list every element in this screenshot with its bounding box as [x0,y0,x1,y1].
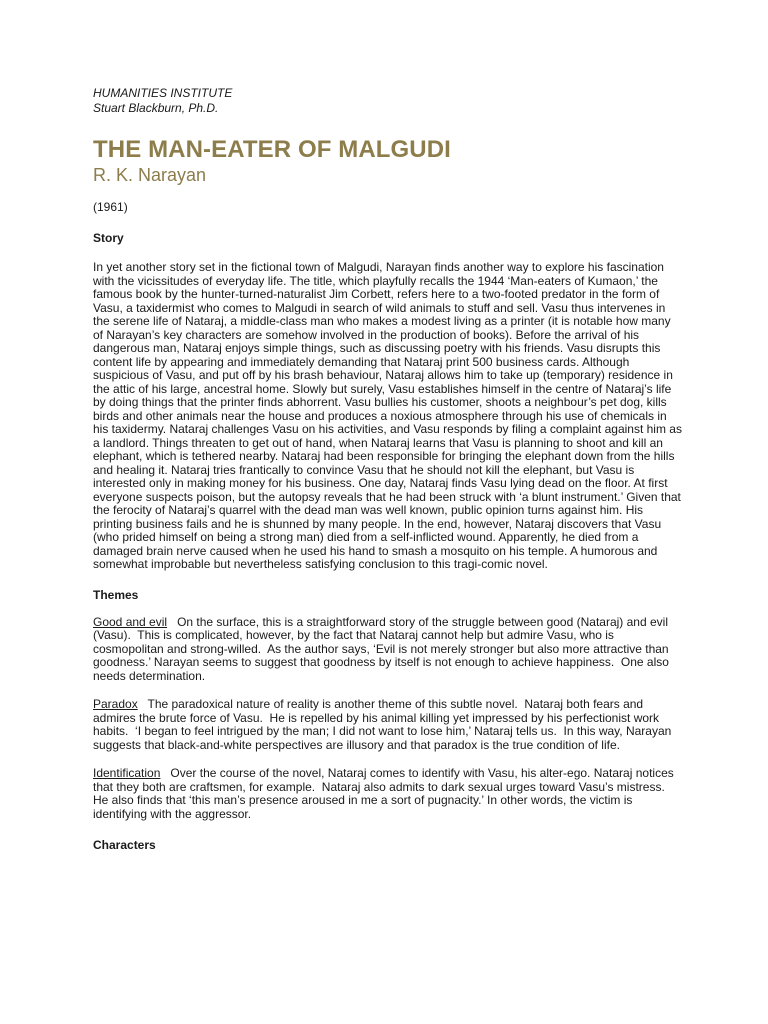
author-credit: Stuart Blackburn, Ph.D. [93,101,219,115]
theme-text: The paradoxical nature of reality is another theme of this subtle novel. Nataraj both fears and admires the brute force of Vasu. He is repelled by his animal killing yet impressed by his perfectionist work habits. ‘I began to feel intrigued by the man; I did not want to lose him,’ Nataraj tells us. In this way, Narayan suggests that black-and-white perspectives are illusory and that paradox is the true condition of life. [93,697,675,752]
theme-paragraph-paradox [93,698,683,752]
institute-name: HUMANITIES INSTITUTE [93,86,233,100]
story-paragraph: In yet another story set in the fictional town of Malgudi, Narayan finds another way to explore his fascination with the vicissitudes of everyday life. The title, which playfully recalls the 1944 ‘Man-eaters of Kumaon,’ the famous book by the hunter-turned-naturalist Jim Corbett, refers here to a two-footed predator in the form of Vasu, a taxidermist who comes to Malgudi in search of wild animals to stuff and sell. Vasu thus intervenes in the serene life of Nataraj, a middle-class man who makes a modest living as a printer (it is notable how many of Narayan’s key characters are somehow involved in the production of books). Before the arrival of his dangerous man, Nataraj enjoys simple things, such as discussing poetry with his friends. Vasu disrupts this content life by appearing and immediately demanding that Nataraj print 500 business cards. Although suspicious of Vasu, and put off by his brash behaviour, Nataraj allows him to take up (temporary) residence in the attic of his large, ancestral home. Slowly but surely, Vasu establishes himself in the centre of Nataraj’s life by doing things that the printer finds abhorrent. Vasu bullies his customer, shoots a neighbour’s pet dog, kills birds and other animals near the house and produces a noxious atmosphere through his use of chemicals in his taxidermy. Nataraj challenges Vasu on his activities, and Vasu responds by filing a complaint against him as a landlord. Things threaten to get out of hand, when Nataraj learns that Vasu is planning to shoot and kill an elephant, which is tethered nearby. Nataraj had been responsible for bringing the elephant down from the hills and healing it. Nataraj tries frantically to convince Vasu that he should not kill the elephant, but Vasu is interested only in making money for his business. One day, Nataraj finds Vasu lying dead on the floor. At first everyone suspects poison, but the autopsy reveals that he had been struck with ‘a blunt instrument.’ Given that the ferocity of Nataraj’s quarrel with the dead man was well known, public opinion turns against him. His printing business fails and he is shunned by many people. In the end, however, Nataraj discovers that Vasu (who prided himself on being a strong man) died from a self-inflicted wound. Apparently, he died from a damaged brain nerve caused when he used his hand to smash a mosquito on his temple. A humorous and somewhat improbable but nevertheless satisfying conclusion to this tragi-comic novel. [93,260,682,571]
publication-year: (1961) [93,200,128,214]
theme-term: Good and evil [93,614,168,629]
theme-text: Over the course of the novel, Nataraj comes to identify with Vasu, his alter-ego. Nataraj notices that they both are craftsmen, for example. Nataraj also admits to dark sexual urges toward Vasu’s mistress. He also finds that ‘this man’s presence aroused in me a sort of pugnacity.’ In other words, the victim is identifying with the aggressor. [93,766,678,821]
theme-text: On the surface, this is a straightforward story of the struggle between good (Nataraj) and evil (Vasu). This is complicated, however, by the fact that Nataraj cannot help but admire Vasu, who is cosmopolitan and strong-willed. As the author says, ‘Evil is not merely stronger but also more attractive than goodness.’ Narayan seems to suggest that goodness by itself is not enough to achieve happiness. One also needs determination. [93,614,673,683]
theme-term: Paradox [93,697,138,711]
theme-term: Identification [93,766,161,780]
theme-paragraph-identification [93,767,683,821]
document-title: THE MAN-EATER OF MALGUDI [93,136,451,163]
themes-heading: Themes [93,587,139,602]
story-heading: Story [93,231,124,245]
characters-heading: Characters [93,838,156,852]
theme-paragraph-good-and-evil [93,616,683,684]
book-author: R. K. Narayan [93,165,207,185]
document-page [93,86,683,853]
